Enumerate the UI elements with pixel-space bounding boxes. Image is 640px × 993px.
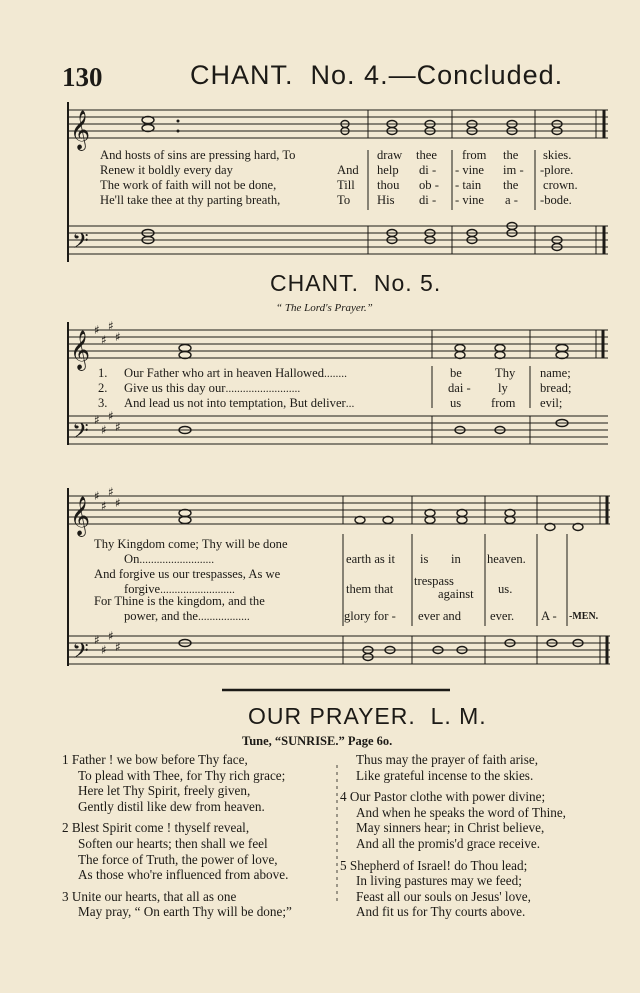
- hymn-title: [248, 703, 487, 730]
- verse-line: As those who're influenced from above.: [78, 867, 289, 883]
- c5b-c3-ever: ever.: [490, 609, 515, 623]
- c5b-v2b-word: forgive: [124, 582, 161, 596]
- verse-2: [62, 820, 292, 882]
- hymn-meter: L. M.: [430, 703, 487, 729]
- verse-5: [340, 858, 566, 920]
- c5b-v1b: [124, 552, 214, 568]
- c5-l3-m3: evil;: [540, 396, 563, 410]
- svg-text:♯: ♯: [94, 489, 100, 503]
- c4-l1-m2b: thee: [416, 148, 437, 162]
- c4-l3-m2a: thou: [377, 178, 400, 192]
- svg-text:♯: ♯: [108, 409, 114, 423]
- hymn-tune: [242, 734, 392, 749]
- c5-l3-num: 3.: [98, 396, 108, 410]
- verse-number: 5: [340, 857, 347, 873]
- c5b-c3-us: us.: [498, 582, 513, 596]
- verse-3-continued: [340, 752, 566, 783]
- verse-line: To plead with Thee, for Thy rich grace;: [78, 767, 286, 783]
- c4-l2-m2b: di -: [419, 163, 437, 177]
- verse-line: Gently distil like dew from heaven.: [78, 798, 265, 814]
- c4-l2-m2a: help: [377, 163, 399, 177]
- c5-l2-m2b: ly: [498, 381, 508, 395]
- verse-3: [62, 889, 292, 920]
- c5b-c2-against: against: [438, 587, 474, 601]
- c5b-v3b: [124, 609, 250, 625]
- c5b-v1b-dots: ..........................: [139, 554, 215, 566]
- c5-l1-dots: ........: [324, 368, 348, 380]
- svg-text:♯: ♯: [108, 319, 114, 333]
- double-dot-repeat: [177, 120, 180, 133]
- chant5-subtitle: “ The Lord's Prayer.”: [276, 302, 373, 314]
- c4-l4-m2b: di -: [419, 193, 437, 207]
- bass-clef-icon: 𝄢: [72, 229, 89, 259]
- verse-number: 4: [340, 789, 347, 805]
- c5-l2-m3: bread;: [540, 381, 572, 395]
- c4-l2-m4: -plore.: [540, 163, 574, 177]
- c4-l3-m3b: the: [503, 178, 519, 192]
- c5-l3-words: And lead us not into temptation, But deliver: [124, 396, 346, 410]
- hymn-title-text: OUR PRAYER.: [248, 703, 416, 729]
- svg-text:♯: ♯: [101, 499, 107, 513]
- c5-l2-dots: ..........................: [225, 383, 301, 395]
- c5-l3-text: [124, 396, 354, 412]
- c5b-v3b-dots: ..................: [197, 611, 250, 623]
- chant5-number: No. 5.: [373, 270, 442, 296]
- chant4-line-2: Renew it boldly every day: [100, 163, 233, 177]
- c5-l2-m2a: dai -: [448, 381, 471, 395]
- chant4-line-3-end: Till: [337, 178, 355, 192]
- chant4-line-4: He'll take thee at thy parting breath,: [100, 193, 281, 207]
- verse-line: Our Pastor clothe with power divine;: [349, 789, 546, 805]
- c5-l3-m2a: us: [450, 396, 462, 410]
- treble-clef-icon: 𝄞: [70, 496, 91, 536]
- svg-text:♯: ♯: [108, 485, 114, 499]
- c5-l1-m2b: Thy: [495, 366, 516, 380]
- c5b-amen-b: -MEN.: [569, 611, 599, 622]
- verse-line: In living pastures may we feed;: [356, 873, 522, 889]
- hymn-left-column: [62, 752, 292, 920]
- verse-line: The force of Truth, the power of love,: [78, 851, 278, 867]
- verse-4: [340, 789, 566, 851]
- c5b-v2b-dots: ..........................: [160, 584, 235, 596]
- c5b-c1-3: glory for -: [344, 609, 396, 623]
- chant4-title-word: CHANT.: [190, 60, 294, 90]
- verse-line: And fit us for Thy courts above.: [356, 904, 526, 920]
- chant5-title-word: CHANT.: [270, 270, 360, 296]
- c4-l1-m3a: from: [462, 148, 487, 162]
- verse-number: 1: [62, 752, 69, 767]
- verse-line: May pray, “ On earth Thy will be done;”: [78, 904, 292, 920]
- treble-clef-icon: 𝄞: [70, 110, 91, 150]
- c4-l2-m3a: - vine: [455, 163, 485, 177]
- c5-l3-dots: ...: [345, 398, 355, 410]
- svg-text:♯: ♯: [101, 643, 107, 657]
- c4-l3-m2b: ob -: [419, 178, 439, 192]
- verse-line: Here let Thy Spirit, freely given,: [78, 783, 251, 799]
- c5-l2-words: Give us this day our: [124, 381, 226, 395]
- verse-line: And when he speaks the word of Thine,: [356, 804, 566, 820]
- verse-line: Soften our hearts; then shall we feel: [78, 835, 268, 851]
- svg-text:♯: ♯: [94, 413, 100, 427]
- c5b-v3b-word: power, and the: [124, 609, 198, 623]
- verse-line: Shepherd of Israel! do Thou lead;: [349, 857, 528, 873]
- svg-text:♯: ♯: [101, 333, 107, 347]
- chant5-title: [270, 270, 441, 297]
- c4-l1-m4: skies.: [543, 148, 572, 162]
- c5b-c2-ever-and: ever and: [418, 609, 462, 623]
- chant4-line-4-end: To: [337, 193, 351, 207]
- c5-l2-num: 2.: [98, 381, 108, 395]
- verse-number: 2: [62, 820, 69, 836]
- c5b-c1-2: them that: [346, 582, 394, 596]
- c5b-v2a: And forgive us our trespasses, As we: [94, 567, 281, 581]
- c5-l1-m3: name;: [540, 366, 571, 380]
- verse-line: Thus may the prayer of faith arise,: [356, 752, 538, 767]
- verse-line: Feast all our souls on Jesus' love,: [356, 888, 531, 904]
- c5-l1-num: 1.: [98, 366, 108, 380]
- c4-l4-m2a: His: [377, 193, 395, 207]
- c4-l3-m4: crown.: [543, 178, 578, 192]
- c4-l2-m3b: im -: [503, 163, 524, 177]
- verse-number: 3: [62, 888, 69, 904]
- c5-l1-words: Our Father who art in heaven Hallowed: [124, 366, 325, 380]
- c5b-v1a: Thy Kingdom come; Thy will be done: [94, 537, 288, 551]
- c4-l4-m3b: a -: [505, 193, 518, 207]
- bass-clef-icon: 𝄢: [72, 419, 89, 449]
- chant4-line-1: And hosts of sins are pressing hard, To: [100, 148, 296, 162]
- tune-prefix: Tune,: [242, 734, 272, 748]
- svg-text:♯: ♯: [108, 629, 114, 643]
- treble-clef-icon: 𝄞: [70, 330, 91, 370]
- chant4-line-3: The work of faith will not be done,: [100, 178, 277, 192]
- verse-line: And all the promis'd grace receive.: [356, 835, 540, 851]
- chant4-line-2-end: And: [337, 163, 359, 177]
- verse-line: May sinners hear; in Christ believe,: [356, 820, 545, 836]
- c5b-amen-a: A -: [541, 609, 557, 623]
- verse-line: Unite our hearts, that all as one: [71, 888, 237, 904]
- c5b-c3-heaven: heaven.: [487, 552, 526, 566]
- bass-clef-icon: 𝄢: [72, 639, 89, 669]
- svg-text:♯: ♯: [115, 496, 121, 510]
- verse-line: Father ! we bow before Thy face,: [71, 752, 248, 767]
- chant4-number: No. 4.—Concluded.: [310, 60, 564, 90]
- c4-l3-m3a: - tain: [455, 178, 482, 192]
- c5b-c2-in: in: [451, 552, 461, 566]
- c5b-v1b-word: On: [124, 552, 140, 566]
- c5b-c1-1: earth as it: [346, 552, 395, 566]
- c4-l4-m3a: - vine: [455, 193, 485, 207]
- c5b-v3a: For Thine is the kingdom, and the: [94, 594, 265, 608]
- c4-l4-m4: -bode.: [540, 193, 572, 207]
- verse-line: Like grateful incense to the skies.: [356, 767, 534, 783]
- verse-line: Blest Spirit come ! thyself reveal,: [71, 820, 250, 836]
- c5-l2-text: [124, 381, 300, 397]
- tune-page: Page 6o.: [347, 734, 393, 748]
- c4-l1-m2a: draw: [377, 148, 403, 162]
- svg-text:♯: ♯: [115, 420, 121, 434]
- svg-text:♯: ♯: [94, 633, 100, 647]
- c5b-c2-trespass: trespass: [414, 574, 454, 588]
- svg-text:♯: ♯: [94, 323, 100, 337]
- c5-l1-m2a: be: [450, 366, 462, 380]
- c4-l1-m3b: the: [503, 148, 519, 162]
- c5-l3-m2b: from: [491, 396, 516, 410]
- c5b-c2-is: is: [420, 552, 429, 566]
- verse-1: [62, 752, 292, 814]
- svg-text:♯: ♯: [101, 423, 107, 437]
- svg-text:♯: ♯: [115, 330, 121, 344]
- svg-text:♯: ♯: [115, 640, 121, 654]
- page-number: 130: [62, 62, 103, 92]
- tune-name: “SUNRISE.”: [274, 734, 345, 748]
- c5-l1-text: [124, 366, 347, 382]
- hymn-right-column: [340, 752, 566, 920]
